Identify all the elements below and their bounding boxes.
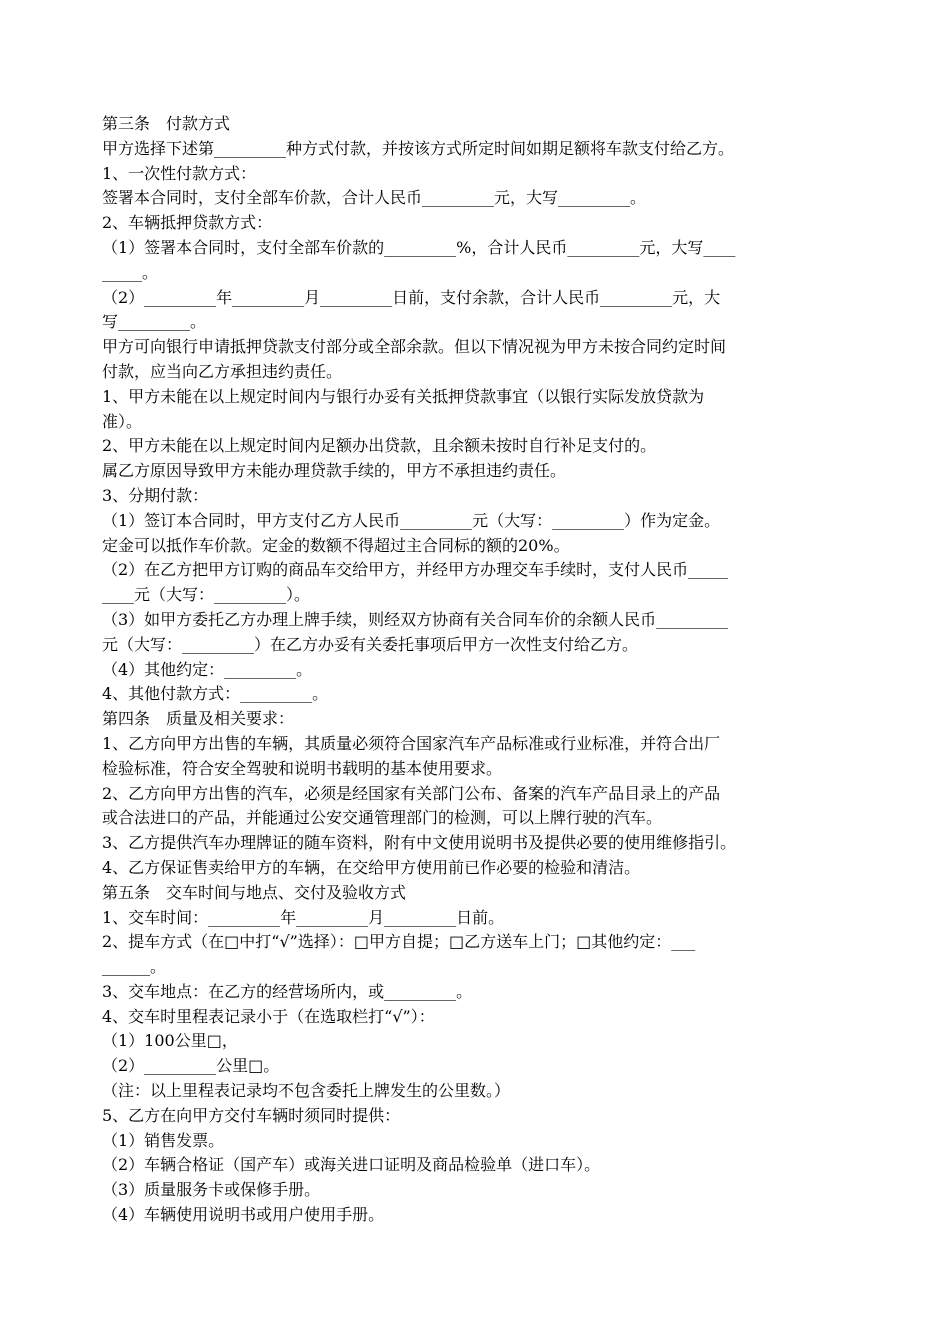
text-line: 准）。 bbox=[102, 411, 143, 431]
text-line: （1）签署本合同时，支付全部车价款的_________%，合计人民币_________元，大写____ bbox=[102, 237, 736, 257]
text-line: 2、车辆抵押贷款方式： bbox=[102, 213, 273, 233]
text-line: 甲方选择下述第_________种方式付款，并按该方式所定时间如期足额将车款支付给乙方。 bbox=[102, 138, 735, 158]
text-line: 3、交车地点：在乙方的经营场所内，或_________。 bbox=[102, 981, 473, 1001]
text-line: （1）签订本合同时，甲方支付乙方人民币_________元（大写：_________）作为定金。 bbox=[102, 510, 721, 530]
text-line: 或合法进口的产品，并能通过公安交通管理部门的检测，可以上牌行驶的汽车。 bbox=[102, 808, 663, 828]
text-line: 付款，应当向乙方承担违约责任。 bbox=[102, 361, 343, 381]
text-line: 元（大写：_________）在乙方办妥有关委托事项后甲方一次性支付给乙方。 bbox=[102, 634, 639, 654]
text-line: 4、乙方保证售卖给甲方的车辆，在交给甲方使用前已作必要的检验和清洁。 bbox=[102, 857, 641, 877]
text-line: 2、提车方式（在□中打“√”选择）：□甲方自提；□乙方送车上门；□其他约定：___ bbox=[102, 932, 696, 952]
text-line: ______。 bbox=[102, 957, 167, 977]
text-line: （2）_________公里□。 bbox=[102, 1056, 280, 1076]
text-line: （3）质量服务卡或保修手册。 bbox=[102, 1180, 321, 1200]
contract-page bbox=[102, 112, 848, 1228]
text-line: ____元（大写：_________）。 bbox=[102, 585, 311, 605]
text-line: 检验标准，符合安全驾驶和说明书载明的基本使用要求。 bbox=[102, 758, 503, 778]
text-line: 3、乙方提供汽车办理牌证的随车资料，附有中文使用说明书及提供必要的使用维修指引。 bbox=[102, 833, 737, 853]
text-line: 4、其他付款方式：_________。 bbox=[102, 684, 329, 704]
text-line: 2、乙方向甲方出售的汽车，必须是经国家有关部门公布、备案的汽车产品目录上的产品 bbox=[102, 783, 721, 803]
text-line: 4、交车时里程表记录小于（在选取栏打“√”）： bbox=[102, 1006, 435, 1026]
text-line: （4）其他约定：_________。 bbox=[102, 659, 313, 679]
text-line: 5、乙方在向甲方交付车辆时须同时提供： bbox=[102, 1105, 401, 1125]
text-line: 甲方可向银行申请抵押贷款支付部分或全部余款。但以下情况视为甲方未按合同约定时间 bbox=[102, 337, 727, 357]
text-line: （2）在乙方把甲方订购的商品车交给甲方，并经甲方办理交车手续时，支付人民币_____ bbox=[102, 560, 729, 580]
text-line: 写_________。 bbox=[102, 312, 207, 332]
text-line: 2、甲方未能在以上规定时间内足额办出贷款，且余额未按时自行补足支付的。 bbox=[102, 436, 657, 456]
text-line: 1、一次性付款方式： bbox=[102, 163, 257, 183]
text-line: （3）如甲方委托乙方办理上牌手续，则经双方协商有关合同车价的余额人民币_________ bbox=[102, 609, 729, 629]
text-line: 签署本合同时，支付全部车价款，合计人民币_________元，大写_________。 bbox=[102, 188, 647, 208]
text-line: 属乙方原因导致甲方未能办理贷款手续的，甲方不承担违约责任。 bbox=[102, 461, 567, 481]
section-heading-delivery: 第五条 交车时间与地点、交付及验收方式 bbox=[102, 882, 407, 902]
text-line: 1、乙方向甲方出售的车辆，其质量必须符合国家汽车产品标准或行业标准，并符合出厂 bbox=[102, 733, 721, 753]
section-heading-payment: 第三条 付款方式 bbox=[102, 114, 231, 133]
text-line: （2）车辆合格证（国产车）或海关进口证明及商品检验单（进口车）。 bbox=[102, 1155, 601, 1175]
section-heading-quality: 第四条 质量及相关要求： bbox=[102, 709, 295, 729]
text-line: （2）_________年_________月_________日前，支付余款，合计人民币_________元，大 bbox=[102, 287, 721, 307]
text-line: （4）车辆使用说明书或用户使用手册。 bbox=[102, 1205, 385, 1225]
text-line: （注：以上里程表记录均不包含委托上牌发生的公里数。） bbox=[102, 1081, 511, 1101]
text-line: 定金可以抵作车价款。定金的数额不得超过主合同标的额的20%。 bbox=[102, 535, 570, 555]
text-line: 3、分期付款： bbox=[102, 485, 209, 505]
text-line: 1、甲方未能在以上规定时间内与银行办妥有关抵押贷款事宜（以银行实际发放贷款为 bbox=[102, 386, 705, 406]
text-line: 1、交车时间：_________年_________月_________日前。 bbox=[102, 907, 505, 927]
text-line: （1）100公里□， bbox=[102, 1031, 238, 1051]
text-line: （1）销售发票。 bbox=[102, 1130, 225, 1150]
text-line: _____。 bbox=[102, 262, 159, 282]
